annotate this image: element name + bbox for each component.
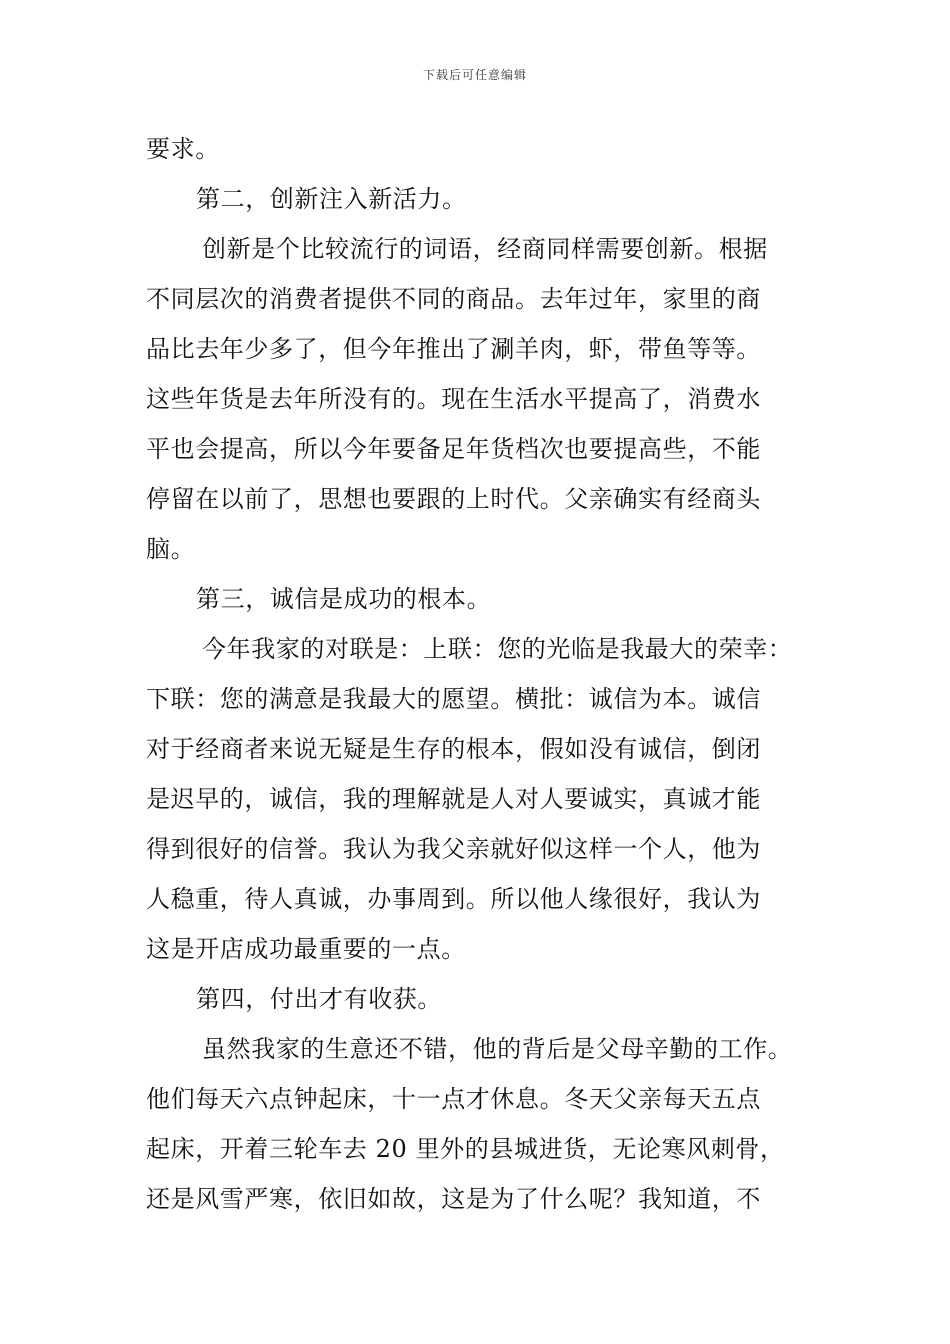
text-line: 品比去年少多了，但今年推出了涮羊肉，虾，带鱼等等。 xyxy=(146,335,761,363)
text-line: 是迟早的，诚信，我的理解就是人对人要诚实，真诚才能 xyxy=(146,785,761,813)
section-heading-line: 第三，诚信是成功的根本。 xyxy=(196,585,492,613)
text-line: 不同层次的消费者提供不同的商品。去年过年，家里的商 xyxy=(146,285,761,313)
text-line: 对于经商者来说无疑是生存的根本，假如没有诚信，倒闭 xyxy=(146,735,761,763)
text-line: 起床，开着三轮车去 20 里外的县城进货，无论寒风刺骨， xyxy=(146,1135,785,1163)
text-line: 这是开店成功最重要的一点。 xyxy=(146,935,466,963)
text-line: 停留在以前了，思想也要跟的上时代。父亲确实有经商头 xyxy=(146,485,761,513)
section-heading-line: 第二，创新注入新活力。 xyxy=(196,185,467,213)
page-header: 下载后可任意编辑 xyxy=(422,68,527,82)
text-line: 还是风雪严寒，依旧如故，这是为了什么呢？我知道，不 xyxy=(146,1185,761,1213)
text-line: 下联：您的满意是我最大的愿望。横批：诚信为本。诚信 xyxy=(146,685,761,713)
section-heading-line: 第四，付出才有收获。 xyxy=(196,985,442,1013)
text-line: 要求。 xyxy=(146,135,220,163)
text-line: 这些年货是去年所没有的。现在生活水平提高了，消费水 xyxy=(146,385,761,413)
text-line: 平也会提高，所以今年要备足年货档次也要提高些，不能 xyxy=(146,435,761,463)
body-text xyxy=(146,124,826,1224)
text-line: 他们每天六点钟起床，十一点才休息。冬天父亲每天五点 xyxy=(146,1085,761,1113)
text-line: 人稳重，待人真诚，办事周到。所以他人缘很好，我认为 xyxy=(146,885,761,913)
text-line: 虽然我家的生意还不错，他的背后是父母辛勤的工作。 xyxy=(202,1035,793,1063)
text-line: 得到很好的信誉。我认为我父亲就好似这样一个人，他为 xyxy=(146,835,761,863)
text-line: 今年我家的对联是：上联：您的光临是我最大的荣幸： xyxy=(202,635,793,663)
text-line: 创新是个比较流行的词语，经商同样需要创新。根据 xyxy=(202,235,768,263)
text-line: 脑。 xyxy=(146,535,196,563)
